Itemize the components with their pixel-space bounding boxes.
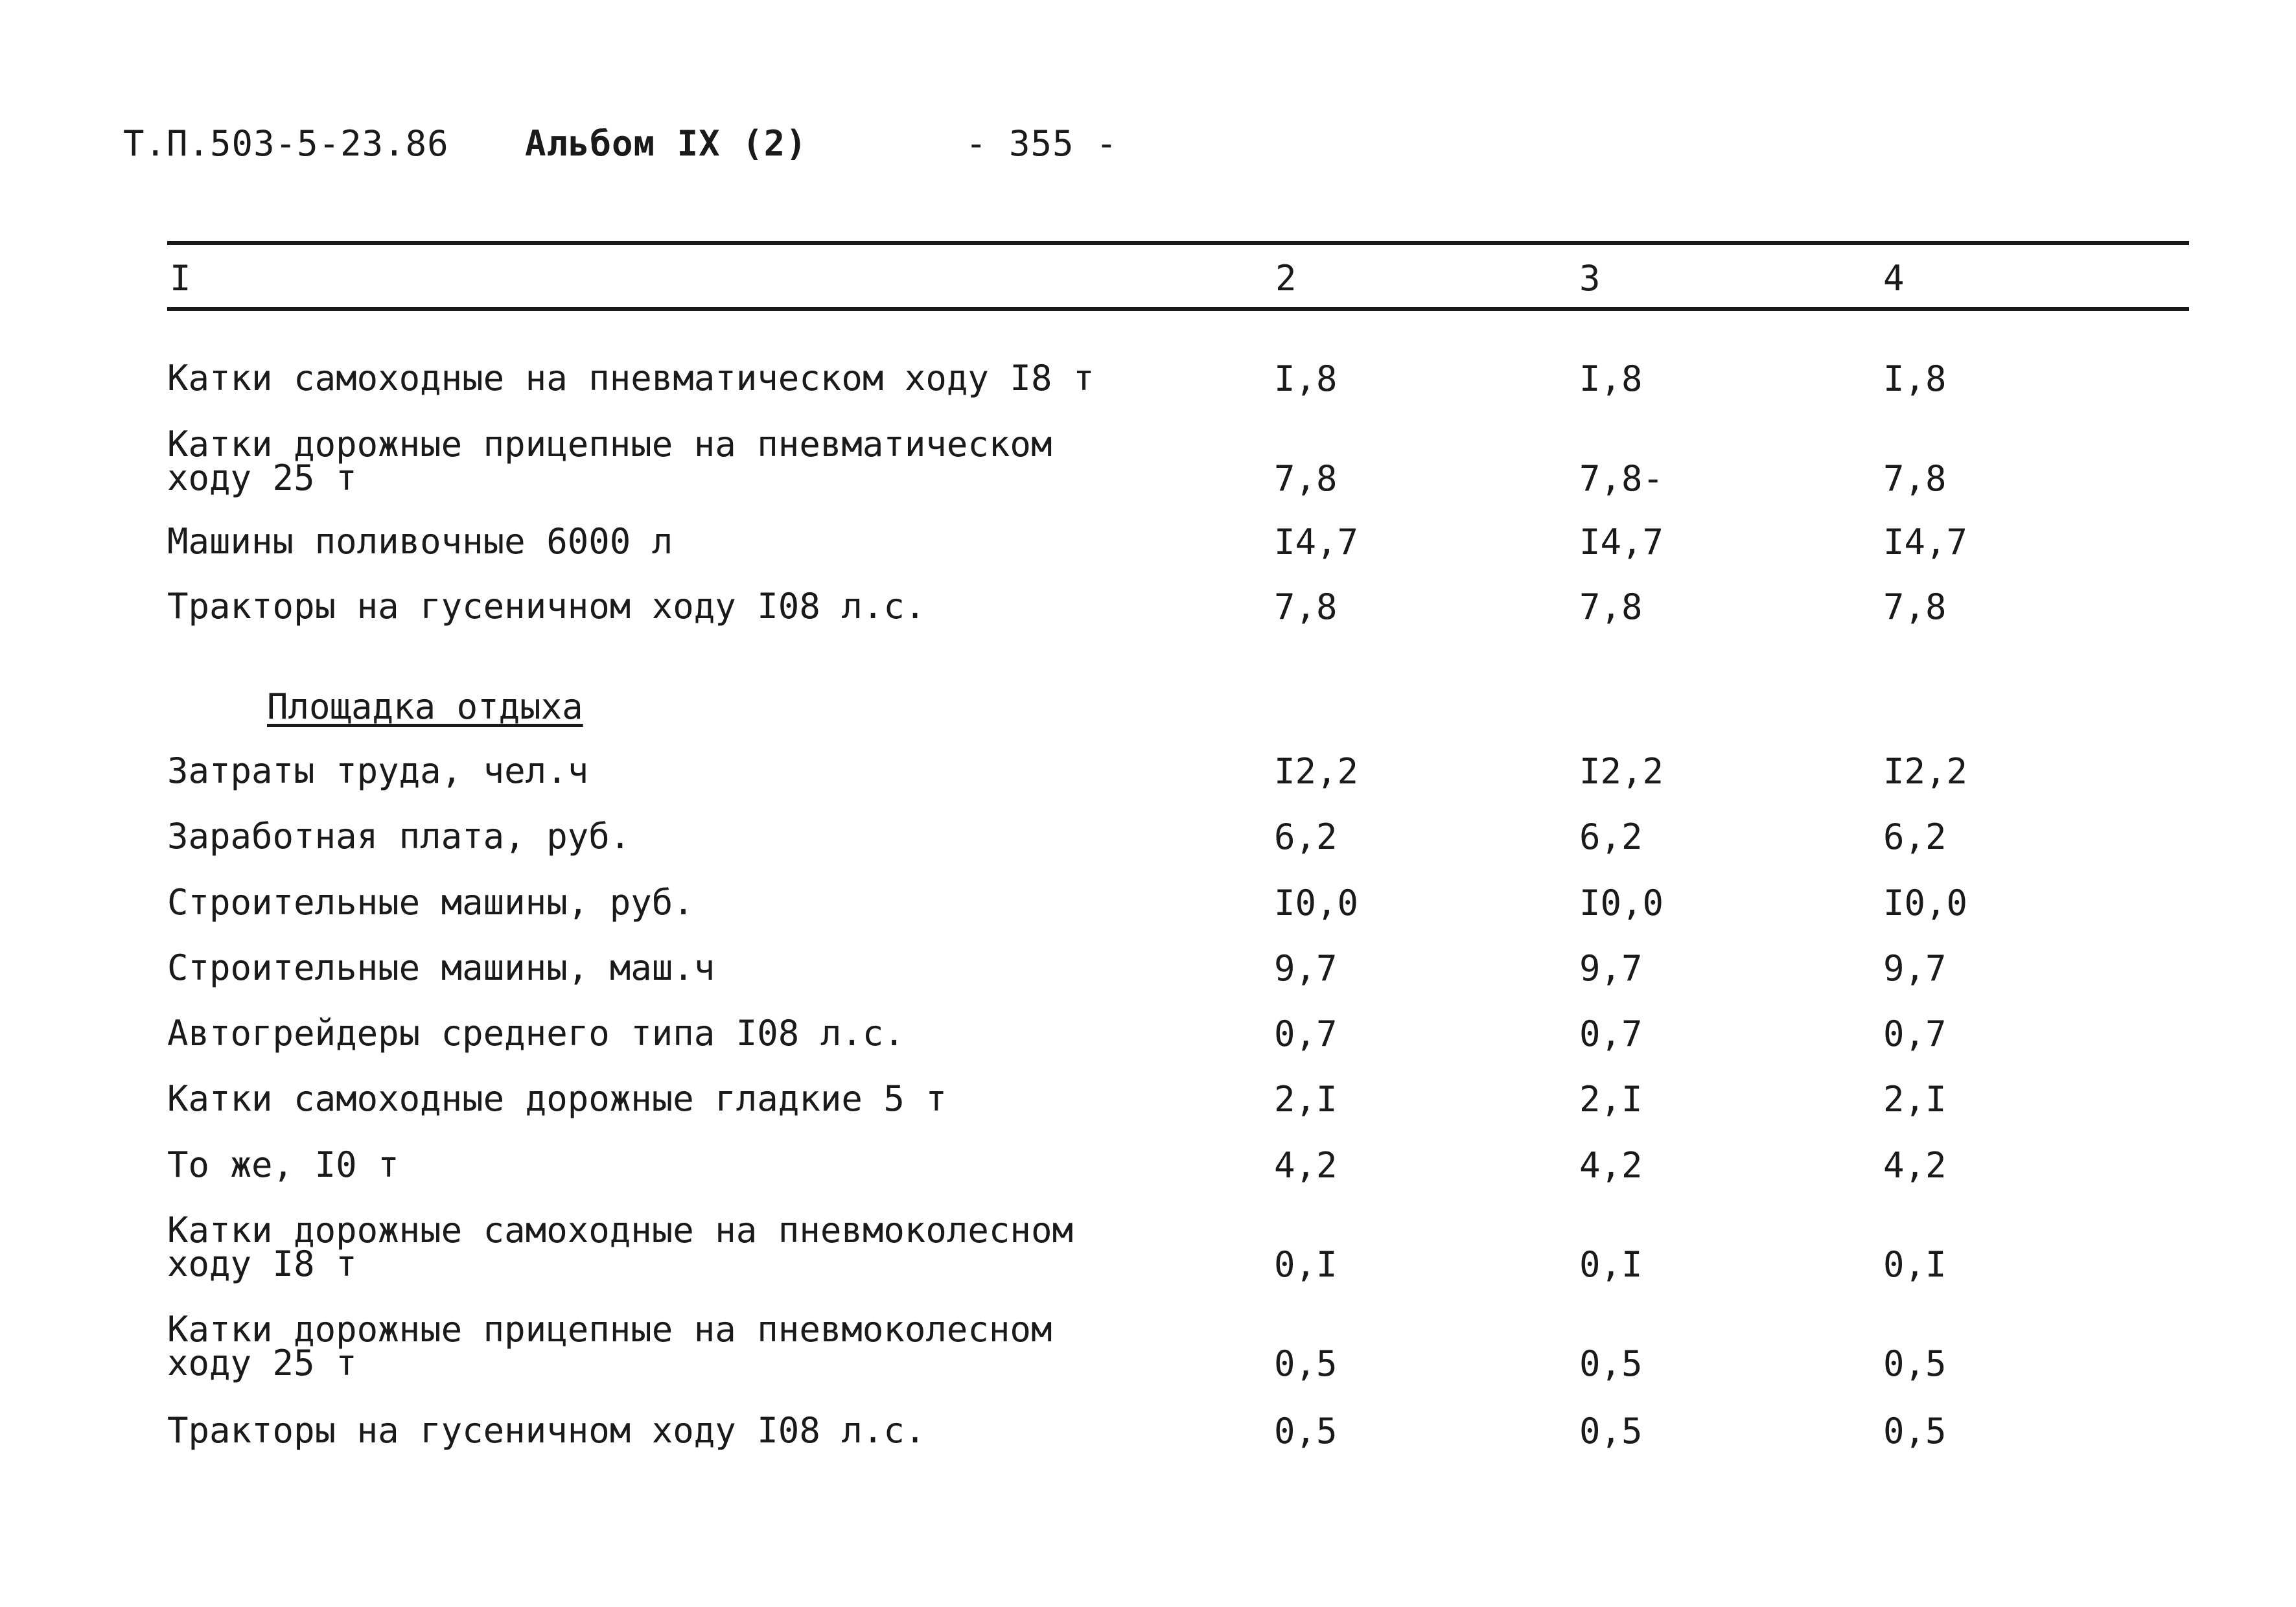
column-header-3: 3 xyxy=(1579,258,1601,299)
row-value-col4: 7,8 xyxy=(1883,586,1947,627)
row-label xyxy=(167,1078,1204,1119)
row-label xyxy=(167,358,1204,399)
row-value-col3: 0,I xyxy=(1579,1244,1643,1285)
document-code: Т.П.503-5-23.86 xyxy=(123,123,449,164)
row-value-col3: I,8 xyxy=(1579,358,1643,399)
row-value-col3: 4,2 xyxy=(1579,1145,1643,1186)
column-header-2: 2 xyxy=(1275,258,1297,299)
row-label xyxy=(167,521,1204,562)
row-value-col4: I,8 xyxy=(1883,358,1947,399)
row-label-line: Автогрейдеры среднего типа I08 л.с. xyxy=(167,1013,905,1054)
row-label-line: ходу 25 т xyxy=(167,457,357,498)
row-value-col2: I0,0 xyxy=(1274,883,1359,923)
row-label-line: Катки самоходные дорожные гладкие 5 т xyxy=(167,1078,947,1119)
row-label xyxy=(167,1013,1204,1054)
row-value-col4: 7,8 xyxy=(1883,458,1947,499)
row-value-col2: 4,2 xyxy=(1274,1145,1338,1186)
row-value-col3: I4,7 xyxy=(1579,522,1664,562)
row-label-line: Катки дорожные самоходные на пневмоколесном xyxy=(167,1210,1073,1251)
row-label-line: Машины поливочные 6000 л xyxy=(167,521,673,562)
row-value-col3: 0,5 xyxy=(1579,1343,1643,1384)
row-label xyxy=(167,750,1204,791)
row-label-line: Тракторы на гусеничном ходу I08 л.с. xyxy=(167,586,926,627)
row-label-line: Строительные машины, руб. xyxy=(167,882,694,923)
row-label-line: ходу 25 т xyxy=(167,1343,357,1383)
row-value-col2: 0,5 xyxy=(1274,1411,1338,1451)
row-value-col2: I4,7 xyxy=(1274,522,1359,562)
row-value-col4: 0,5 xyxy=(1883,1411,1947,1451)
row-value-col4: 6,2 xyxy=(1883,816,1947,857)
row-value-col2: 2,I xyxy=(1274,1079,1338,1120)
section-title: Площадка отдыха xyxy=(267,686,583,727)
row-value-col4: 0,5 xyxy=(1883,1343,1947,1384)
row-value-col2: 6,2 xyxy=(1274,816,1338,857)
row-value-col3: 0,5 xyxy=(1579,1411,1643,1451)
row-value-col3: 9,7 xyxy=(1579,948,1643,989)
row-label-line: Тракторы на гусеничном ходу I08 л.с. xyxy=(167,1410,926,1451)
row-value-col2: I2,2 xyxy=(1274,751,1359,792)
row-label-line: Строительные машины, маш.ч xyxy=(167,947,715,988)
row-label-line: Заработная плата, руб. xyxy=(167,816,631,857)
row-value-col4: 0,I xyxy=(1883,1244,1947,1285)
row-label-line: Затраты труда, чел.ч xyxy=(167,750,589,791)
row-value-col4: 9,7 xyxy=(1883,948,1947,989)
row-value-col3: 7,8- xyxy=(1579,458,1664,499)
row-label-line: То же, I0 т xyxy=(167,1144,399,1185)
row-value-col2: 9,7 xyxy=(1274,948,1338,989)
row-value-col3: 6,2 xyxy=(1579,816,1643,857)
row-value-col2: 7,8 xyxy=(1274,458,1338,499)
album-title: Альбом IX (2) xyxy=(525,123,807,164)
row-label xyxy=(167,1410,1204,1451)
row-label xyxy=(167,816,1204,857)
row-label xyxy=(167,882,1204,923)
row-value-col3: I2,2 xyxy=(1579,751,1664,792)
row-label xyxy=(167,947,1204,988)
row-label xyxy=(167,1309,1204,1383)
row-value-col4: I4,7 xyxy=(1883,522,1968,562)
row-label xyxy=(167,1210,1204,1284)
row-value-col3: 7,8 xyxy=(1579,586,1643,627)
row-label-line: Катки дорожные прицепные на пневматическом xyxy=(167,424,1052,465)
row-value-col3: 0,7 xyxy=(1579,1013,1643,1054)
row-value-col2: 0,7 xyxy=(1274,1013,1338,1054)
row-value-col4: I0,0 xyxy=(1883,883,1968,923)
row-value-col2: I,8 xyxy=(1274,358,1338,399)
column-header-4: 4 xyxy=(1883,258,1905,299)
row-value-col2: 0,5 xyxy=(1274,1343,1338,1384)
row-value-col2: 0,I xyxy=(1274,1244,1338,1285)
row-label xyxy=(167,424,1204,498)
row-value-col3: I0,0 xyxy=(1579,883,1664,923)
row-value-col4: 4,2 xyxy=(1883,1145,1947,1186)
row-value-col2: 7,8 xyxy=(1274,586,1338,627)
row-label-line: Катки самоходные на пневматическом ходу I8 т xyxy=(167,358,1095,399)
column-header-1: I xyxy=(170,258,191,299)
row-value-col3: 2,I xyxy=(1579,1079,1643,1120)
row-label-line: ходу I8 т xyxy=(167,1243,357,1284)
row-label-line: Катки дорожные прицепные на пневмоколесном xyxy=(167,1309,1052,1350)
page-number: - 355 - xyxy=(966,123,1118,164)
row-label xyxy=(167,586,1204,627)
row-label xyxy=(167,1144,1204,1185)
row-value-col4: 2,I xyxy=(1883,1079,1947,1120)
row-value-col4: I2,2 xyxy=(1883,751,1968,792)
row-value-col4: 0,7 xyxy=(1883,1013,1947,1054)
